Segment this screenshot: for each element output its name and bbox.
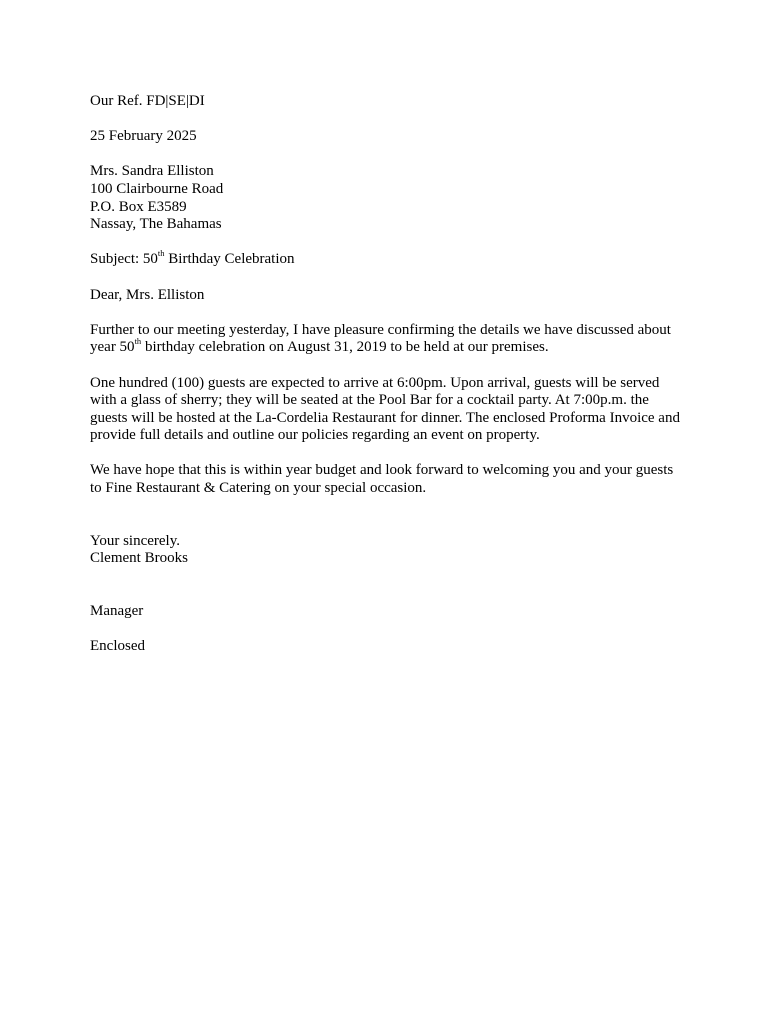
recipient-name: Mrs. Sandra Elliston [90,163,214,180]
paragraph-1-text-b: birthday celebration on August 31, 2019 to be held at our premises. [141,339,549,356]
paragraph-1-text-a: Further to our meeting yesterday, I have pleasure confirming the details we have discussed about year 50 [90,321,671,356]
subject-prefix: Subject: 50 [90,251,158,268]
letter-date: 25 February 2025 [90,128,197,145]
subject-line [90,248,686,269]
signature-block [90,533,686,568]
recipient-street: 100 Clairbourne Road [90,180,224,197]
subject-superscript: th [157,248,165,259]
enclosure-note: Enclosed [90,638,145,655]
salutation: Dear, Mrs. Elliston [90,286,205,303]
body-paragraph-3: We have hope that this is within year budget and look forward to welcoming you and your guests to Fine Restaurant & Catering on your special occasion. [90,462,674,497]
recipient-city: Nassay, The Bahamas [90,216,222,233]
recipient-address [90,163,686,233]
recipient-po-box: P.O. Box E3589 [90,198,187,215]
signer-title: Manager [90,603,144,620]
subject-suffix: Birthday Celebration [164,251,295,268]
body-paragraph-2: One hundred (100) guests are expected to arrive at 6:00pm. Upon arrival, guests will be served with a glass of sherry; they will be seated at the Pool Bar for a cocktail party. At 7:00p.m. the guests will be hosted at the La-Cordelia Restaurant for dinner. The enclosed Proforma Invoice and provide full details and outline our policies regarding an event on property. [90,374,680,444]
reference-line: Our Ref. FD|SE|DI [90,93,205,109]
paragraph-1-superscript: th [134,336,142,347]
letter-page [90,93,686,656]
signer-name: Clement Brooks [90,550,188,567]
closing: Your sincerely. [90,532,180,549]
body-paragraph-1 [90,322,686,357]
